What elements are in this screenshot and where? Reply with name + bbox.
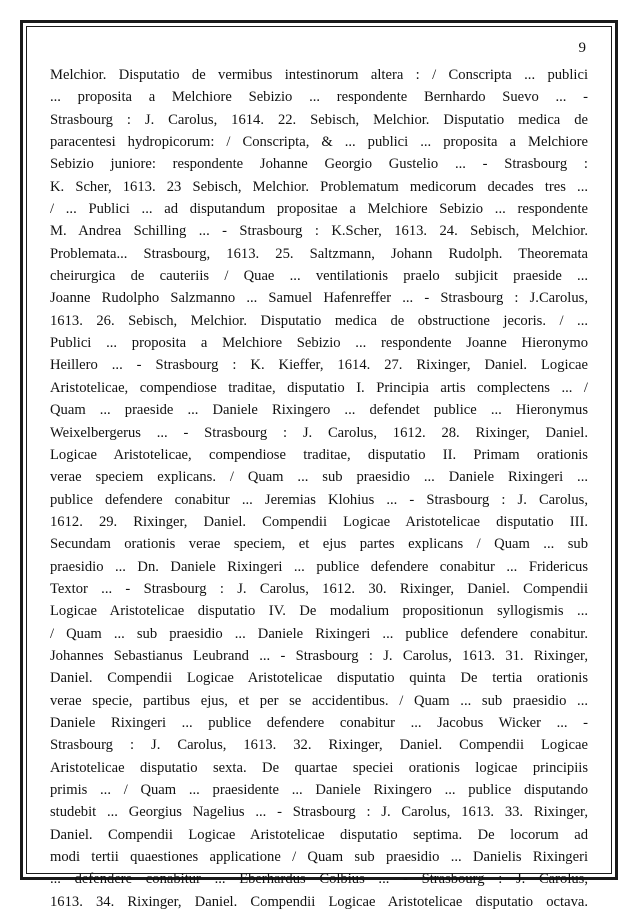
text-line: Publici ... proposita a Melchiore Sebizio ... respondente Joanne Hieronymo: [50, 335, 588, 352]
text-line: Daniel. Compendii Logicae Aristotelicae disputatio septima. De locorum ad: [50, 826, 588, 843]
text-line: Strasbourg : J. Carolus, 1614. 22. Sebisch, Melchior. Disputatio medica de: [50, 111, 588, 128]
text-line: Johannes Sebastianus Leubrand ... - Strasbourg : J. Carolus, 1613. 31. Rixinger,: [50, 647, 588, 664]
text-line: Textor ... - Strasbourg : J. Carolus, 1612. 30. Rixinger, Daniel. Compendii: [50, 580, 588, 597]
text-line: Melchior. Disputatio de vermibus intestinorum altera : / Conscripta ... publici: [50, 67, 588, 83]
text-line: primis ... / Quam ... praesidente ... Daniele Rixingero ... publice disputando: [50, 782, 588, 798]
text-line: verae speciem explicans. / Quam ... sub praesidio ... Daniele Rixingeri ...: [50, 469, 588, 486]
text-line: / ... Publici ... ad disputandum propositae a Melchiore Sebizio ... respondente: [50, 201, 588, 218]
text-line: Secundam orationis verae speciem, et ejus partes explicans / Quam ... sub: [50, 536, 588, 553]
text-line: Aristotelicae, compendiose traditae, disputatio I. Principia artis complectens ... /: [50, 379, 588, 396]
text-line: publice defendere conabitur ... Jeremias Klohius ... - Strasbourg : J. Carolus,: [50, 491, 588, 508]
text-line: ... defendere conabitur ... Eberhardus Colbius ... - Strasbourg : J. Carolus,: [50, 871, 588, 888]
text-line: Logicae Aristotelicae disputatio IV. De modalium propositionun syllogismis ...: [50, 603, 588, 620]
text-line: Daniele Rixingeri ... publice defendere conabitur ... Jacobus Wicker ... -: [50, 714, 588, 731]
text-line: Daniel. Compendii Logicae Aristotelicae disputatio quinta De tertia orationis: [50, 670, 588, 687]
text-line: 1613. 34. Rixinger, Daniel. Compendii Logicae Aristotelicae disputatio octava.: [50, 893, 588, 910]
text-line: Strasbourg : J. Carolus, 1613. 32. Rixinger, Daniel. Compendii Logicae: [50, 737, 588, 754]
text-line: Weixelbergerus ... - Strasbourg : J. Carolus, 1612. 28. Rixinger, Daniel.: [50, 424, 588, 441]
text-line: Aristotelicae disputatio sexta. De quartae speciei orationis logicae principiis: [50, 759, 588, 776]
text-line: / Quam ... sub praesidio ... Daniele Rixingeri ... publice defendere conabitur.: [50, 625, 588, 642]
text-line: modi tertii quaestiones applicatione / Quam sub praesidio ... Danielis Rixingeri: [50, 849, 588, 866]
text-line: Joanne Rudolpho Salzmanno ... Samuel Hafenreffer ... - Strasbourg : J.Carolus,: [50, 290, 588, 307]
page-number: 9: [578, 40, 586, 56]
text-line: Quam ... praeside ... Daniele Rixingero ... defendet publice ... Hieronymus: [50, 402, 588, 419]
text-line: studebit ... Georgius Nagelius ... - Strasbourg : J. Carolus, 1613. 33. Rixinger,: [50, 804, 588, 821]
document-text: [50, 64, 588, 913]
text-line: Logicae Aristotelicae, compendiose traditae, disputatio II. Primam orationis: [50, 446, 588, 463]
text-line: cheirurgica de cauteriis / Quae ... ventilationis praelo subjicit praeside ...: [50, 268, 588, 285]
text-line: K. Scher, 1613. 23 Sebisch, Melchior. Problematum medicorum decades tres ...: [50, 178, 588, 195]
text-line: Heillero ... - Strasbourg : K. Kieffer, 1614. 27. Rixinger, Daniel. Logicae: [50, 357, 588, 374]
text-line: paracentesi hydropicorum: / Conscripta, & ... publici ... proposita a Melchiore: [50, 134, 588, 151]
text-line: verae specie, partibus ejus, et per se accidentibus. / Quam ... sub praesidio ...: [50, 692, 588, 709]
text-line: Sebizio juniore: respondente Johanne Georgio Gustelio ... - Strasbourg :: [50, 156, 588, 173]
text-line: 1612. 29. Rixinger, Daniel. Compendii Logicae Aristotelicae disputatio III.: [50, 513, 588, 530]
text-line: 1613. 26. Sebisch, Melchior. Disputatio medica de obstructione jecoris. / ...: [50, 312, 588, 329]
text-line: Problemata... Strasbourg, 1613. 25. Saltzmann, Johann Rudolph. Theoremata: [50, 245, 588, 262]
text-line: ... proposita a Melchiore Sebizio ... respondente Bernhardo Suevo ... -: [50, 89, 588, 106]
text-line: M. Andrea Schilling ... - Strasbourg : K.Scher, 1613. 24. Sebisch, Melchior.: [50, 223, 588, 240]
text-line: praesidio ... Dn. Daniele Rixingeri ... publice defendere conabitur ... Fridericus: [50, 558, 588, 575]
